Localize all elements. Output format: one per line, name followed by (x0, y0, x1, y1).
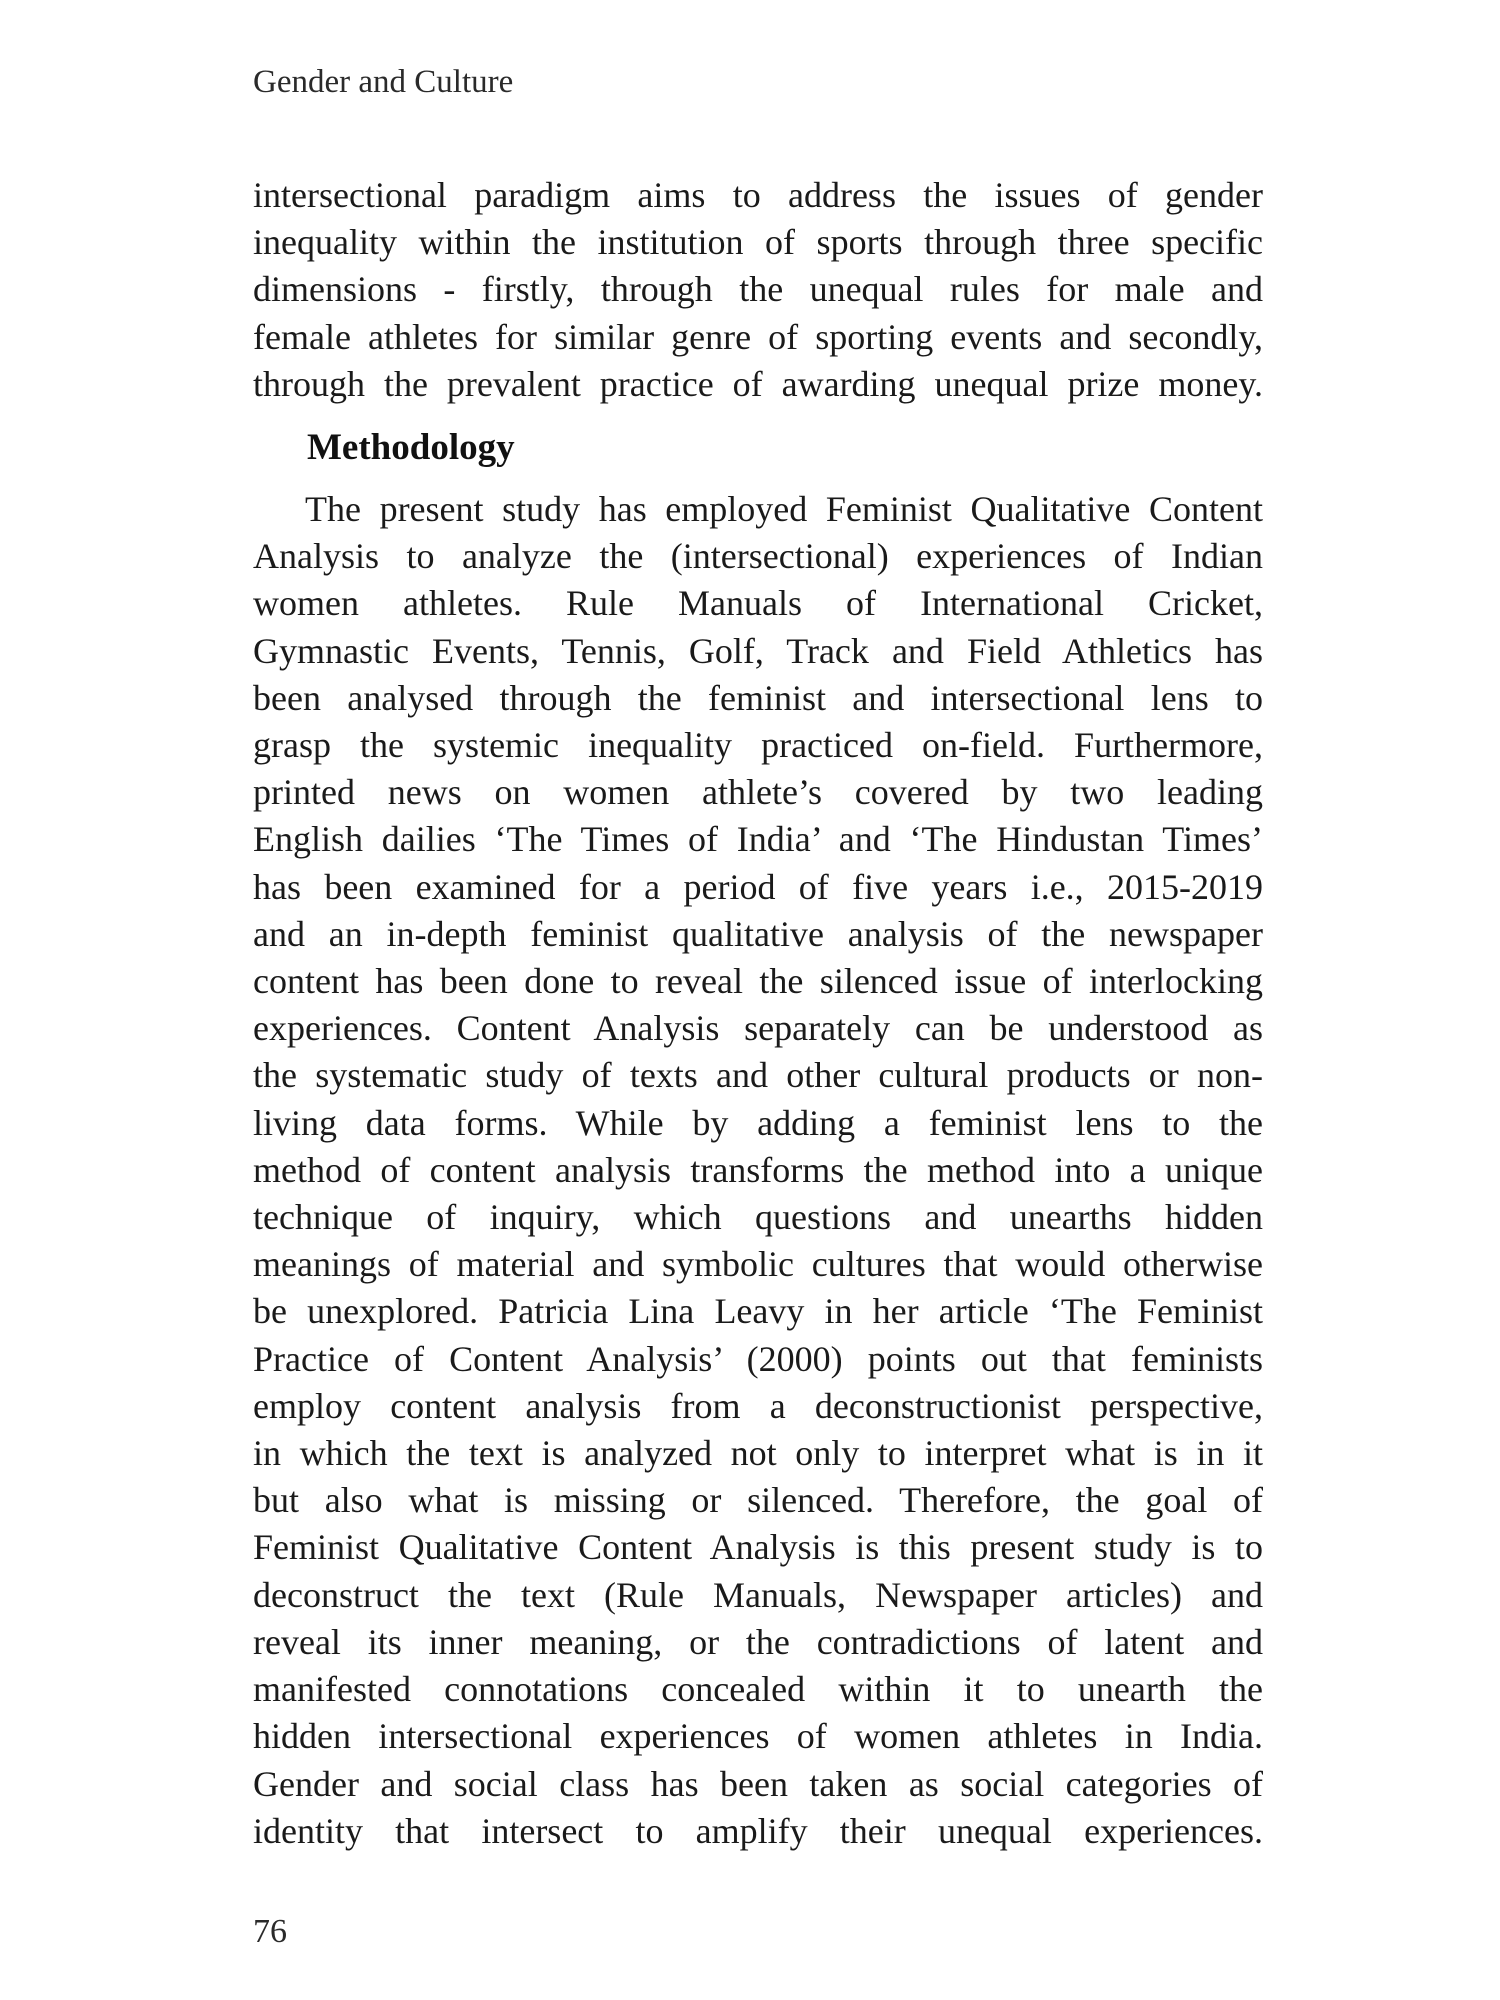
text-line: technique of inquiry, which questions and unearths hidden (253, 1197, 1263, 1238)
text-line: English dailies ‘The Times of India’ and ‘The Hindustan Times’ (253, 819, 1263, 860)
text-line: manifested connotations concealed within it to unearth the (253, 1669, 1263, 1710)
text-line: Practice of Content Analysis’ (2000) points out that feminists (253, 1338, 1263, 1379)
text-line: deconstruct the text (Rule Manuals, Newspaper articles) and (253, 1574, 1263, 1615)
text-line: experiences. Content Analysis separately can be understood as (253, 1008, 1263, 1049)
section-heading: Methodology (307, 427, 515, 469)
text-line: Feminist Qualitative Content Analysis is this present study is to (253, 1527, 1263, 1568)
text-line: inequality within the institution of sports through three specific (253, 222, 1263, 263)
text-line: dimensions - firstly, through the unequal rules for male and (253, 269, 1263, 310)
text-line: Gymnastic Events, Tennis, Golf, Track and Field Athletics has (253, 630, 1263, 671)
text-line: meanings of material and symbolic cultures that would otherwise (253, 1244, 1263, 1285)
text-line: and an in-depth feminist qualitative analysis of the newspaper (253, 913, 1263, 954)
text-line: method of content analysis transforms the method into a unique (253, 1149, 1263, 1190)
text-line: been analysed through the feminist and intersectional lens to (253, 677, 1263, 718)
text-line: but also what is missing or silenced. Therefore, the goal of (253, 1480, 1263, 1521)
text-line: female athletes for similar genre of sporting events and secondly, (253, 316, 1263, 357)
text-line: in which the text is analyzed not only to interpret what is in it (253, 1433, 1263, 1474)
text-line: Gender and social class has been taken as social categories of (253, 1763, 1263, 1804)
text-line: has been examined for a period of five years i.e., 2015-2019 (253, 866, 1263, 907)
methodology-paragraph (253, 486, 1263, 1855)
text-line: reveal its inner meaning, or the contradictions of latent and (253, 1621, 1263, 1662)
body-text (253, 172, 1263, 1855)
text-line: printed news on women athlete’s covered by two leading (253, 772, 1263, 813)
page-number: 76 (253, 1913, 287, 1950)
text-line: intersectional paradigm aims to address the issues of gender (253, 175, 1263, 215)
text-line: through the prevalent practice of awarding unequal prize money. (253, 363, 1263, 404)
text-line: be unexplored. Patricia Lina Leavy in her article ‘The Feminist (253, 1291, 1263, 1332)
running-head: Gender and Culture (253, 64, 514, 100)
text-line: the systematic study of texts and other cultural products or non- (253, 1055, 1263, 1096)
intro-paragraph (253, 172, 1263, 408)
text-line: Analysis to analyze the (intersectional) experiences of Indian (253, 536, 1263, 577)
text-line: living data forms. While by adding a feminist lens to the (253, 1102, 1263, 1143)
text-line: women athletes. Rule Manuals of International Cricket, (253, 583, 1263, 624)
text-line: The present study has employed Feminist Qualitative Content (305, 489, 1263, 530)
text-line: hidden intersectional experiences of women athletes in India. (253, 1716, 1263, 1757)
text-line: identity that intersect to amplify their unequal experiences. (253, 1810, 1263, 1851)
text-line: content has been done to reveal the silenced issue of interlocking (253, 961, 1263, 1002)
text-line: employ content analysis from a deconstructionist perspective, (253, 1385, 1263, 1426)
text-line: grasp the systemic inequality practiced on-field. Furthermore, (253, 725, 1263, 766)
